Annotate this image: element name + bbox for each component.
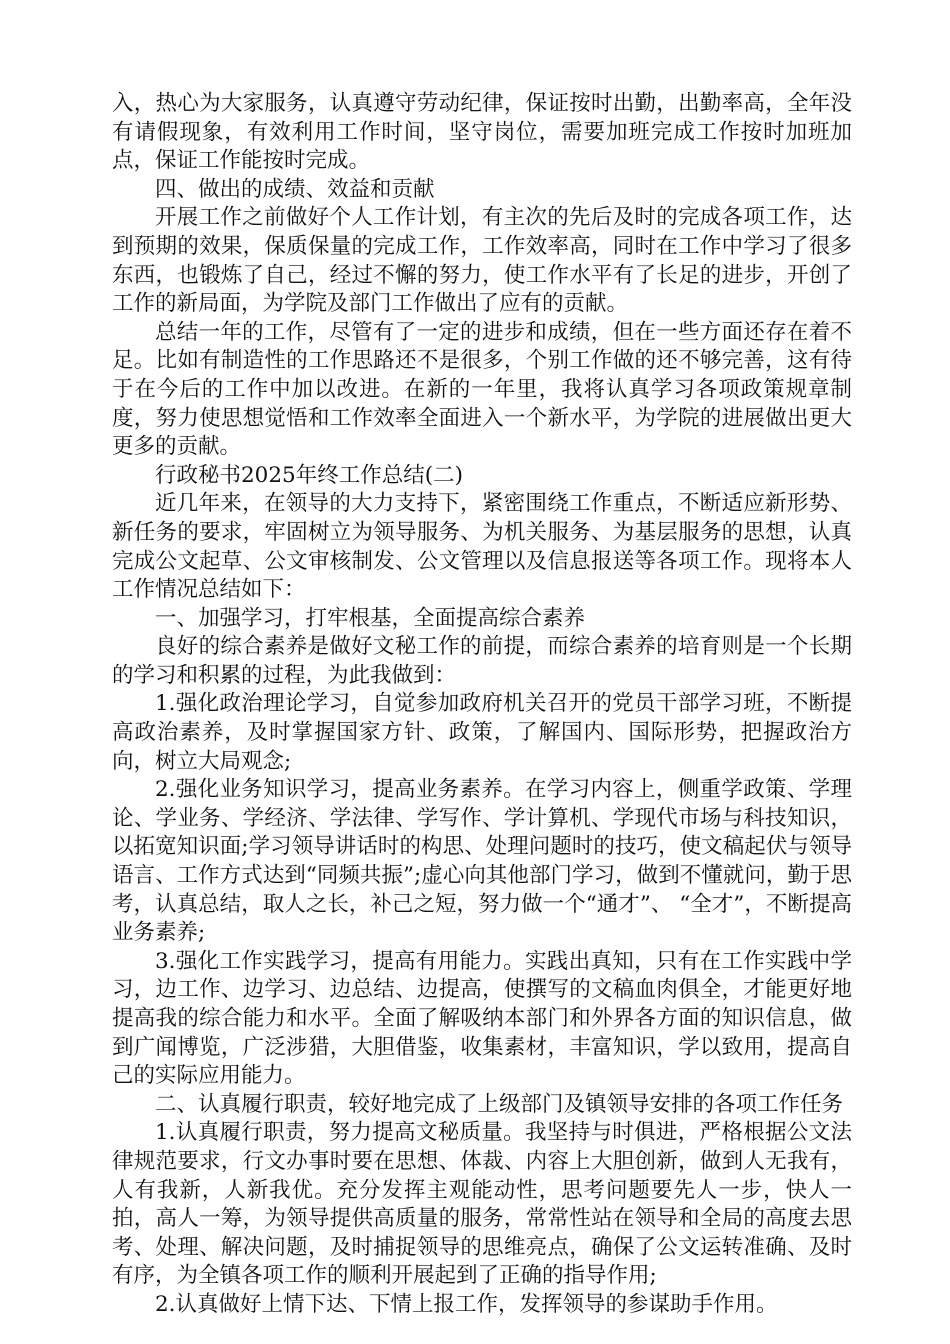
list-item-political-study: 1.强化政治理论学习，自觉参加政府机关召开的党员干部学习班，不断提高政治素养，及时掌握国家方针、政策，了解国内、国际形势，把握政治方向，树立大局观念; bbox=[112, 691, 852, 774]
paragraph-study-intro: 良好的综合素养是做好文秘工作的前提，而综合素养的培育则是一个长期的学习和积累的过程，为此我做到： bbox=[112, 634, 852, 688]
list-item-practice-study: 3.强化工作实践学习，提高有用能力。实践出真知，只有在工作实践中学习，边工作、边学习、边总结、边提高，使撰写的文稿血肉俱全，才能更好地提高我的综合能力和水平。全面了解吸纳本部门和外界各方面的知识信息，做到广闻博览，广泛涉猎，大胆借鉴，收集素材，丰富知识，学以致用，提高自己的实际应用能力。 bbox=[112, 948, 852, 1089]
paragraph-intro: 近几年来，在领导的大力支持下，紧密围绕工作重点，不断适应新形势、新任务的要求，牢固树立为领导服务、为机关服务、为基层服务的思想，认真完成公文起草、公文审核制发、公文管理以及信息报送等各项工作。现将本人工作情况总结如下： bbox=[112, 491, 852, 603]
section-title-part-two: 行政秘书2025年终工作总结(二) bbox=[155, 462, 463, 488]
list-item-business-study: 2.强化业务知识学习，提高业务素养。在学习内容上，侧重学政策、学理论、学业务、学经济、学法律、学写作、学计算机、学现代市场与科技知识，以拓宽知识面;学习领导讲话时的构思、处理问题时的技巧，使文稿起伏与领导语言、工作方式达到“同频共振”;虚心向其他部门学习，做到不懂就问，勤于思考，认真总结，取人之长，补己之短，努力做一个“通才”、 “全才”，不断提高业务素养; bbox=[112, 777, 852, 946]
list-item-communication: 2.认真做好上情下达、下情上报工作，发挥领导的参谋助手作用。 bbox=[155, 1291, 778, 1317]
paragraph-achievements: 开展工作之前做好个人工作计划，有主次的先后及时的完成各项工作，达到预期的效果，保质保量的完成工作，工作效率高，同时在工作中学习了很多东西，也锻炼了自己，经过不懈的努力，使工作水平有了长足的进步，开创了工作的新局面，为学院及部门工作做出了应有的贡献。 bbox=[112, 205, 852, 317]
heading-duties: 二、认真履行职责，较好地完成了上级部门及镇领导安排的各项工作任务 bbox=[155, 1091, 844, 1117]
document-page bbox=[112, 90, 852, 1320]
heading-study: 一、加强学习，打牢根基，全面提高综合素养 bbox=[155, 605, 586, 631]
list-item-secretarial-quality: 1.认真履行职责，努力提高文秘质量。我坚持与时俱进，严格根据公文法律规范要求，行文办事时要在思想、体裁、内容上大胆创新，做到人无我有，人有我新，人新我优。充分发挥主观能动性，思考问题要先人一步，快人一拍，高人一筹，为领导提供高质量的服务，常常性站在领导和全局的高度去思考、处理、解决问题，及时捕捉领导的思维亮点，确保了公文运转准确、及时有序，为全镇各项工作的顺利开展起到了正确的指导作用; bbox=[112, 1120, 852, 1289]
paragraph-summary: 总结一年的工作，尽管有了一定的进步和成绩，但在一些方面还存在着不足。比如有制造性的工作思路还不是很多，个别工作做的还不够完善，这有待于在今后的工作中加以改进。在新的一年里，我将认真学习各项政策规章制度，努力使思想觉悟和工作效率全面进入一个新水平，为学院的进展做出更大更多的贡献。 bbox=[112, 319, 852, 460]
heading-achievements: 四、做出的成绩、效益和贡献 bbox=[155, 176, 435, 202]
paragraph-work-attitude: 入，热心为大家服务，认真遵守劳动纪律，保证按时出勤，出勤率高，全年没有请假现象，有效利用工作时间，坚守岗位，需要加班完成工作按时加班加点，保证工作能按时完成。 bbox=[112, 91, 852, 174]
